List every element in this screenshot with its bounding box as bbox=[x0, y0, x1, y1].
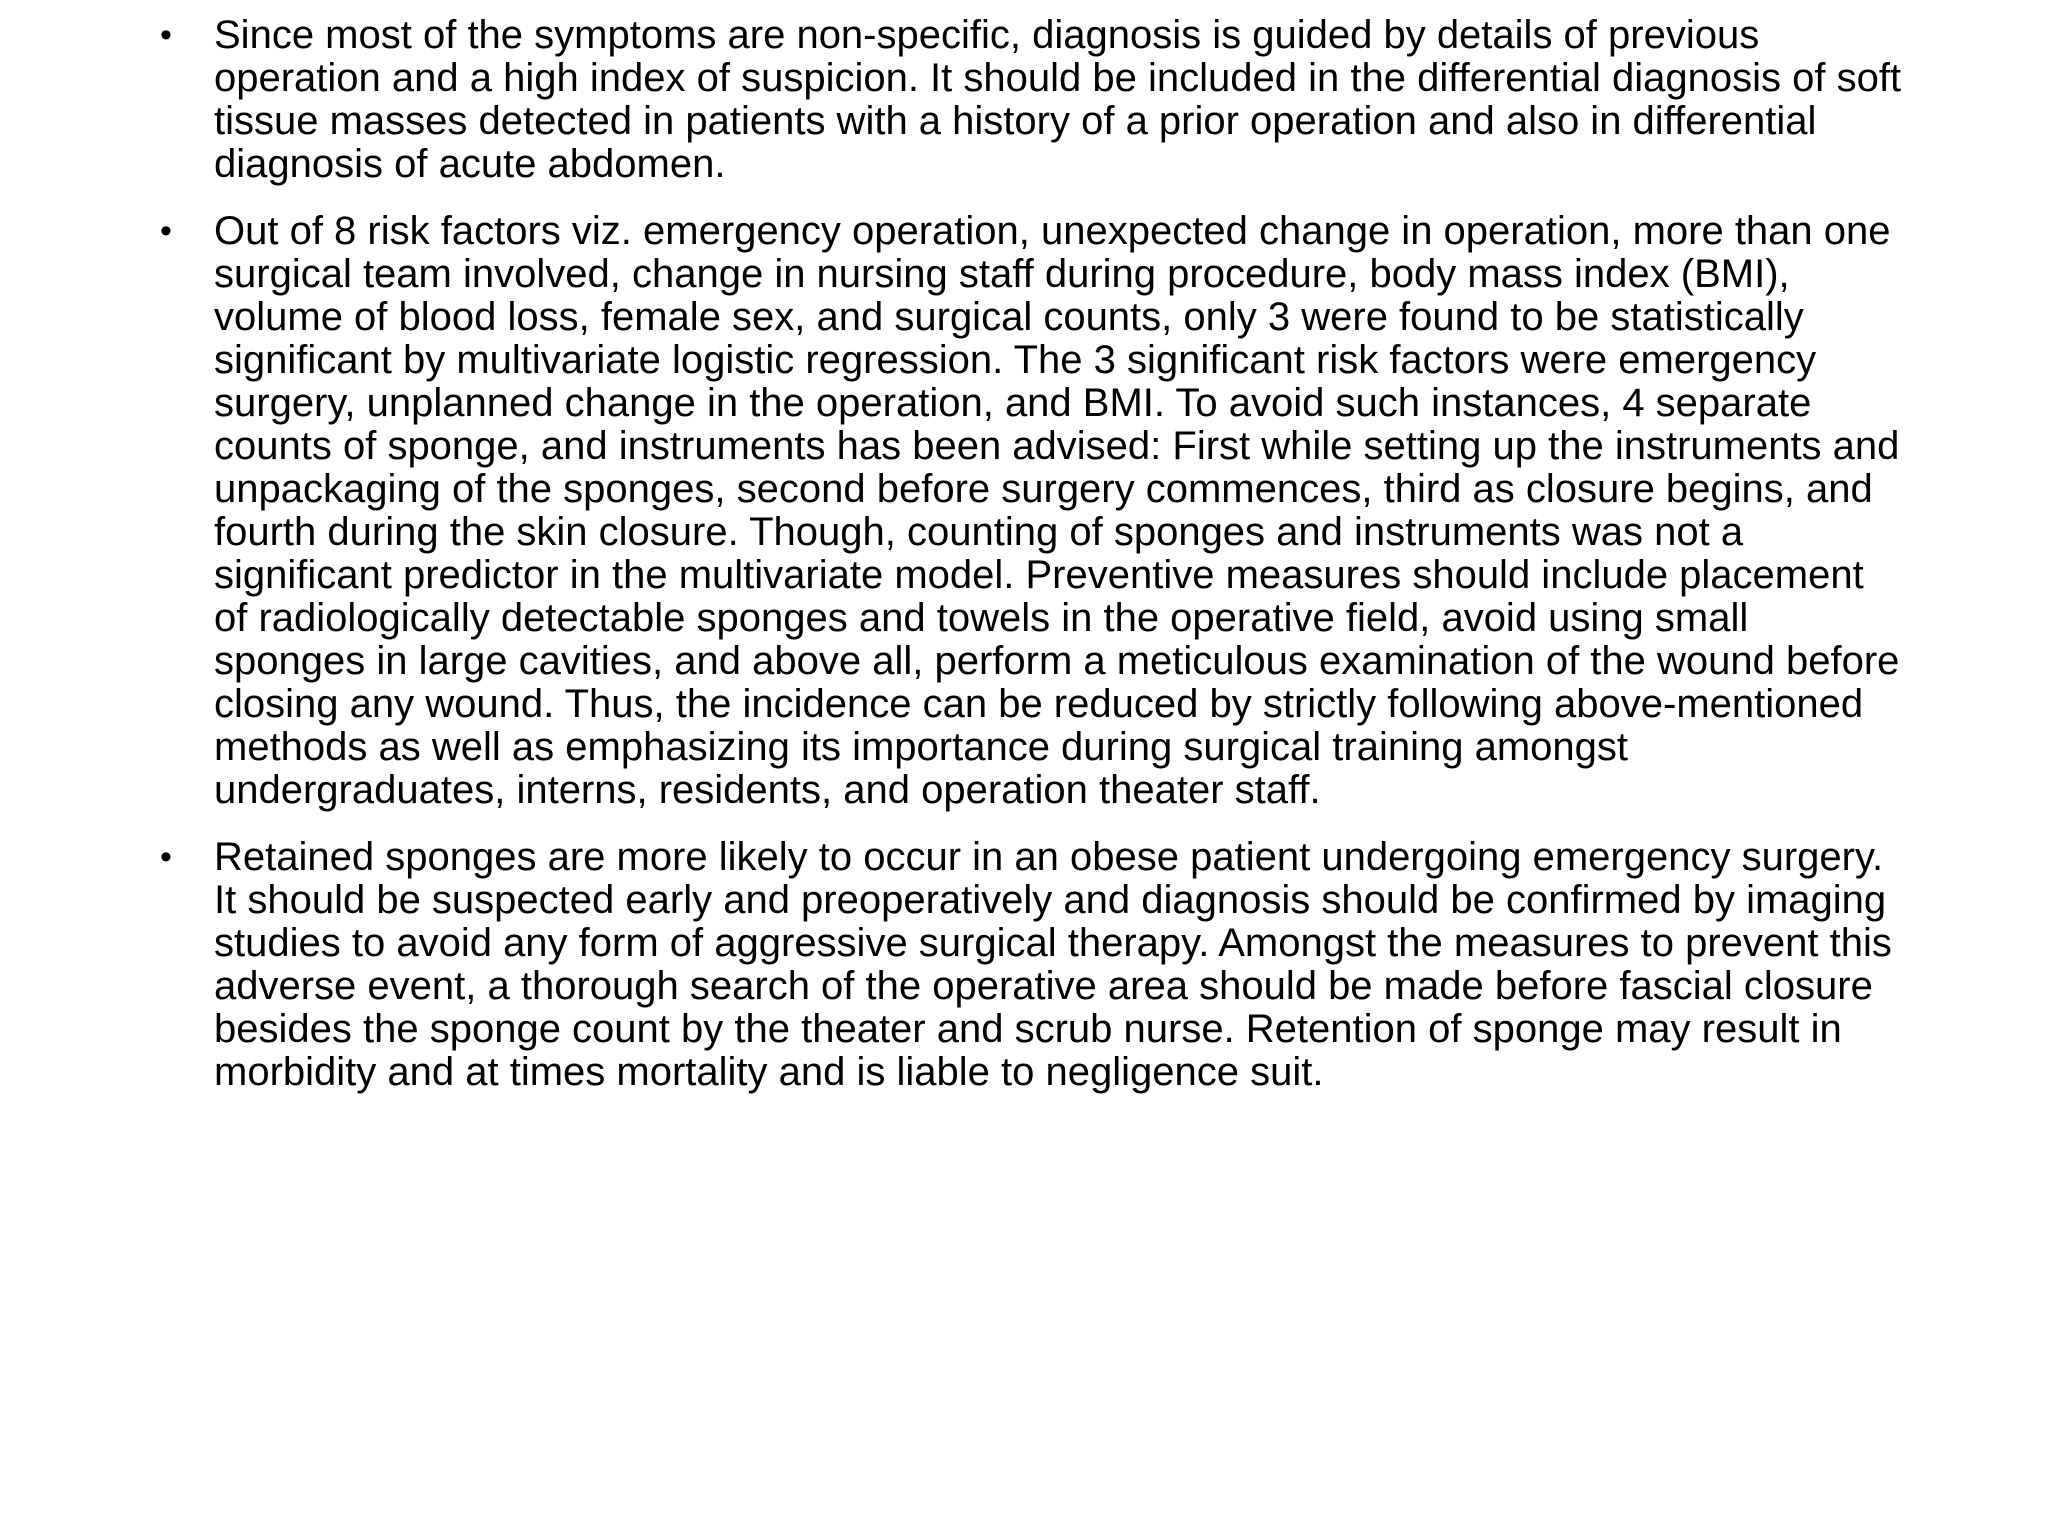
bullet-list bbox=[160, 14, 1905, 1118]
bullet-item-prevention bbox=[160, 836, 1905, 1094]
bullet-text: Retained sponges are more likely to occur in an obese patient undergoing emergency surgery. It should be suspected early and preoperatively and diagnosis should be confirmed by imaging studies to avoid any form of aggressive surgical therapy. Amongst the measures to prevent this adverse event, a thorough search of the operative area should be made before fascial closure besides the sponge count by the theater and scrub nurse. Retention of sponge may result in morbidity and at times mortality and is liable to negligence suit. bbox=[214, 835, 1892, 1094]
bullet-item-risk-factors bbox=[160, 210, 1905, 812]
bullet-icon: • bbox=[160, 838, 172, 876]
bullet-icon: • bbox=[160, 212, 172, 250]
bullet-text: Since most of the symptoms are non-specific, diagnosis is guided by details of previous operation and a high index of suspicion. It should be included in the differential diagnosis of soft tissue masses detected in patients with a history of a prior operation and also in differential diagnosis of acute abdomen. bbox=[214, 13, 1902, 186]
bullet-item-diagnosis bbox=[160, 14, 1905, 186]
bullet-text: Out of 8 risk factors viz. emergency operation, unexpected change in operation, more than one surgical team involved, change in nursing staff during procedure, body mass index (BMI), volume of blood loss, female sex, and surgical counts, only 3 were found to be statistically significant by multivariate logistic regression. The 3 significant risk factors were emergency surgery, unplanned change in the operation, and BMI. To avoid such instances, 4 separate counts of sponge, and instruments has been advised: First while setting up the instruments and unpackaging of the sponges, second before surgery commences, third as closure begins, and fourth during the skin closure. Though, counting of sponges and instruments was not a significant predictor in the multivariate model. Preventive measures should include placement of radiologically detectable sponges and towels in the operative field, avoid using small sponges in large cavities, and above all, perform a meticulous examination of the wound before closing any wound. Thus, the incidence can be reduced by strictly following above-mentioned methods as well as emphasizing its importance during surgical training amongst undergraduates, interns, residents, and operation theater staff. bbox=[214, 209, 1900, 812]
bullet-icon: • bbox=[160, 16, 172, 54]
